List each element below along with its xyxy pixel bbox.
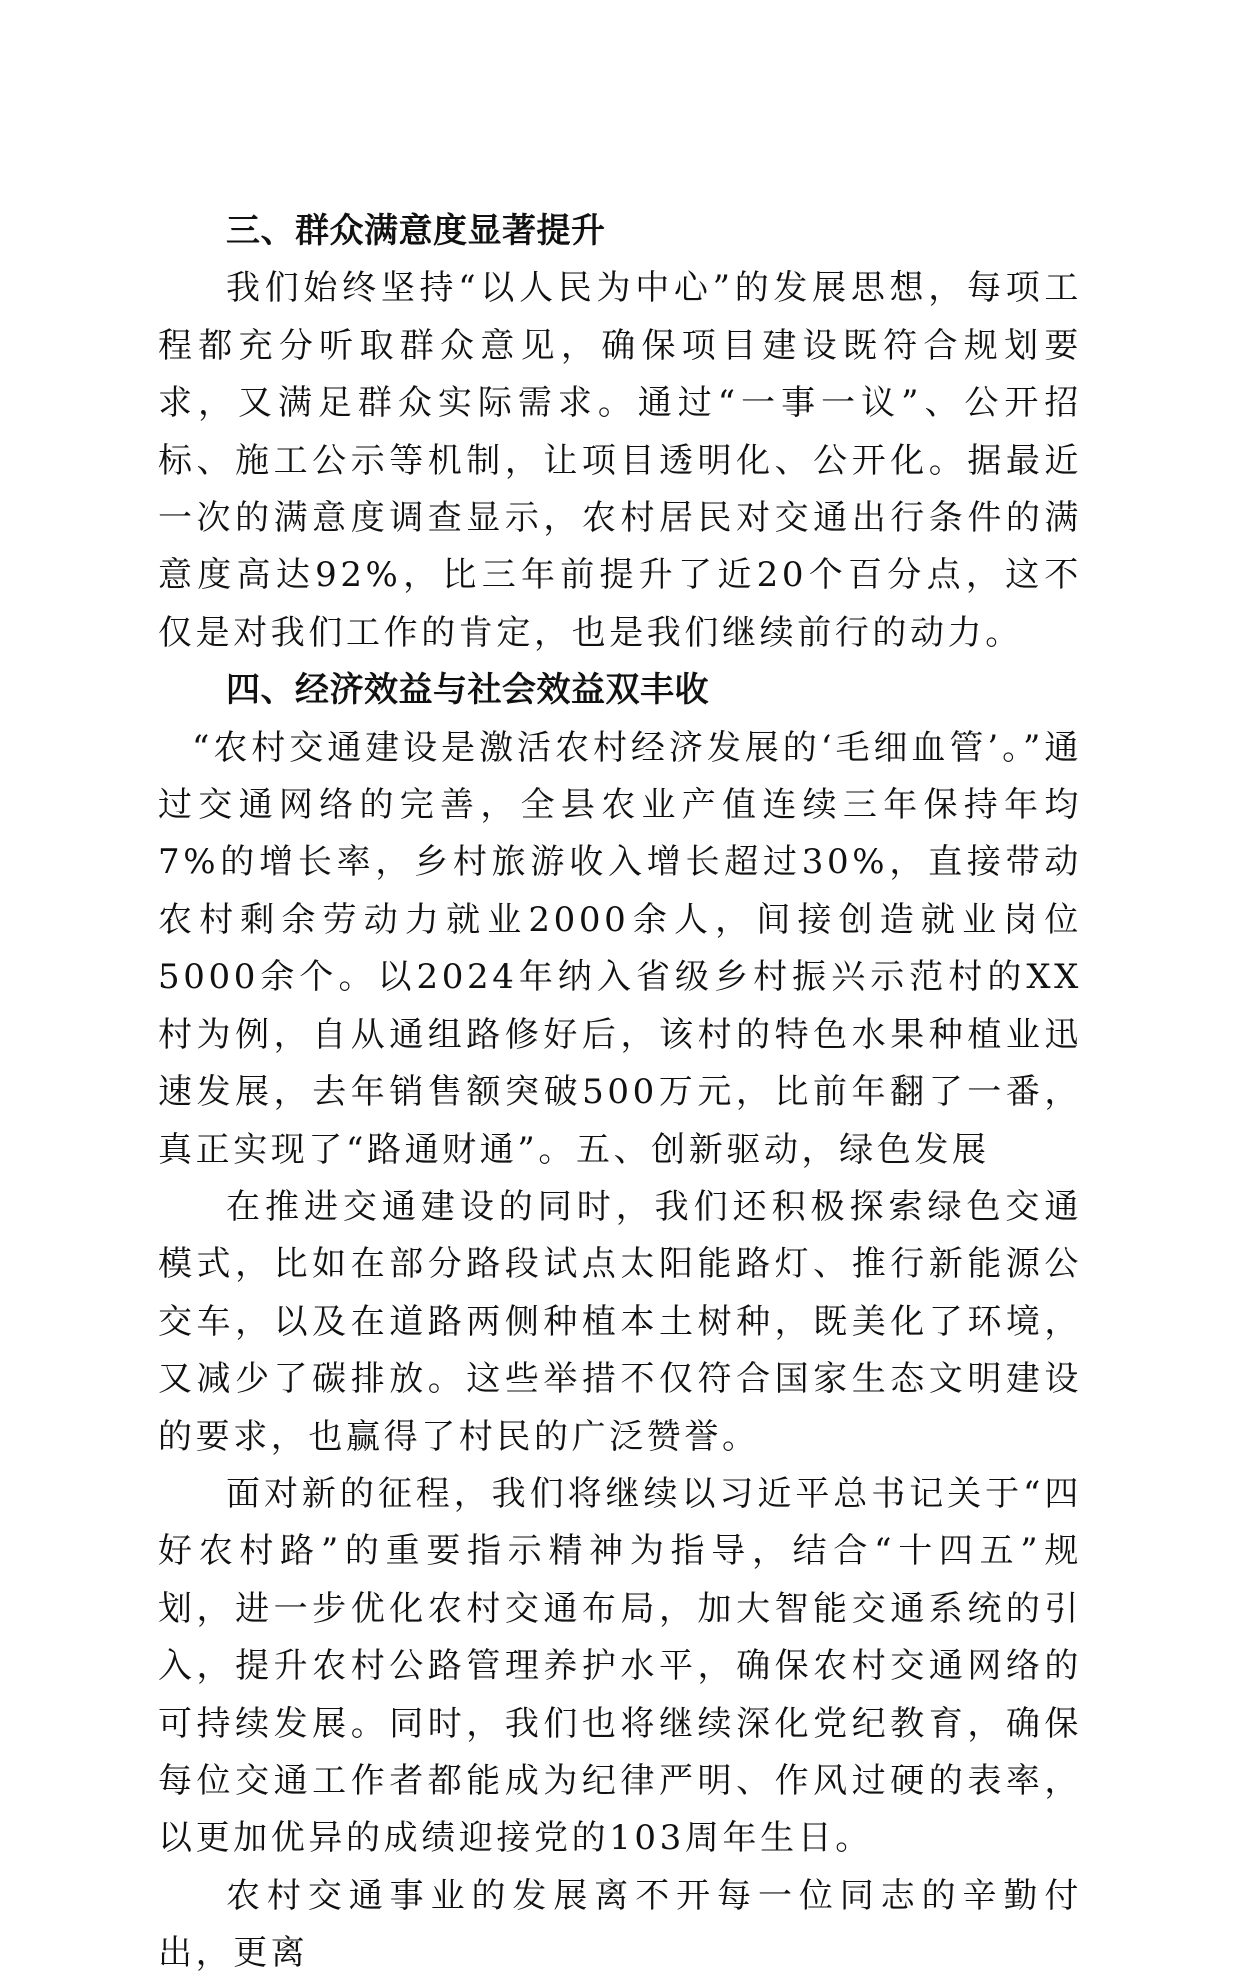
section-heading-satisfaction: 三、群众满意度显著提升 — [226, 211, 606, 251]
paragraph-benefits: “农村交通建设是激活农村经济发展的‘毛细血管’。”通过交通网络的完善，全县农业产值连续三年保持年均7%的增长率，乡村旅游收入增长超过30%，直接带动农村剩余劳动力就业2000余人，间接创造就业岗位5000余个。以2024年纳入省级乡村振兴示范村的XX村为例，自从通组路修好后，该村的特色水果种植业迅速发展，去年销售额突破500万元，比前年翻了一番，真正实现了“路通财通”。五、创新驱动，绿色发展 — [158, 727, 1082, 1170]
paragraph-satisfaction: 我们始终坚持“以人民为中心”的发展思想，每项工程都充分听取群众意见，确保项目建设既符合规划要求，又满足群众实际需求。通过“一事一议”、公开招标、施工公示等机制，让项目透明化、公开化。据最近一次的满意度调查显示，农村居民对交通出行条件的满意度高达92%，比三年前提升了近20个百分点，这不仅是对我们工作的肯定，也是我们继续前行的动力。 — [158, 268, 1082, 653]
paragraph-green-transport: 在推进交通建设的同时，我们还积极探索绿色交通模式，比如在部分路段试点太阳能路灯、推行新能源公交车，以及在道路两侧种植本土树种，既美化了环境，又减少了碳排放。这些举措不仅符合国家生态文明建设的要求，也赢得了村民的广泛赞誉。 — [158, 1186, 1082, 1457]
paragraph-new-journey: 面对新的征程，我们将继续以习近平总书记关于“四好农村路”的重要指示精神为指导，结合“十四五”规划，进一步优化农村交通布局，加大智能交通系统的引入，提升农村公路管理养护水平，确保农村交通网络的可持续发展。同时，我们也将继续深化党纪教育，确保每位交通工作者都能成为纪律严明、作风过硬的表率，以更加优异的成绩迎接党的103周年生日。 — [158, 1473, 1082, 1859]
document-page — [158, 203, 1082, 1983]
paragraph-closing: 农村交通事业的发展离不开每一位同志的辛勤付出，更离 — [158, 1875, 1082, 1974]
section-heading-benefits: 四、经济效益与社会效益双丰收 — [226, 670, 709, 711]
